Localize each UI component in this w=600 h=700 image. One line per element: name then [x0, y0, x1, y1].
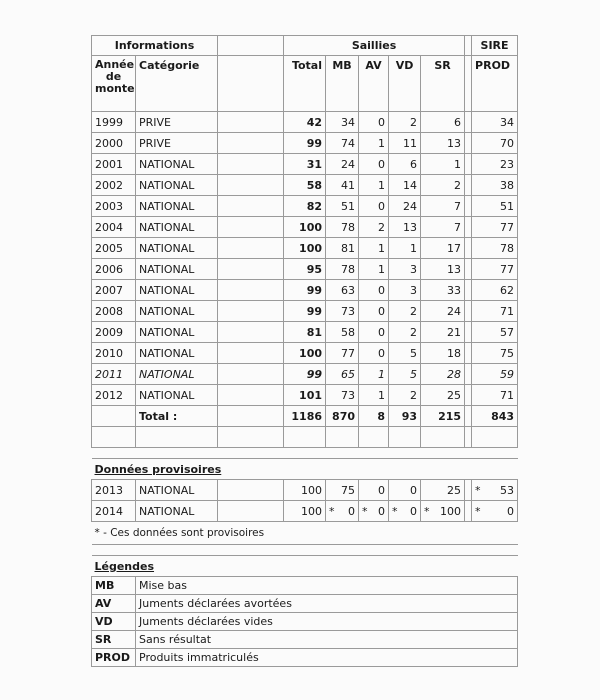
total-cell: 100 — [284, 480, 326, 501]
table-row — [92, 322, 518, 343]
totals-total: 1186 — [284, 406, 326, 427]
spacer-cell — [465, 343, 472, 364]
category-cell: NATIONAL — [136, 238, 218, 259]
av-cell: 0 — [359, 196, 389, 217]
total-header: Total — [284, 56, 326, 112]
prod-cell: 78 — [472, 238, 518, 259]
table-row — [92, 343, 518, 364]
av-cell: 0 — [359, 154, 389, 175]
prod-cell: 77 — [472, 217, 518, 238]
sr-cell: 6 — [421, 112, 465, 133]
spacer-cell — [465, 480, 472, 501]
prod-cell: 71 — [472, 301, 518, 322]
vd-cell: 5 — [389, 343, 421, 364]
category-cell: NATIONAL — [136, 280, 218, 301]
legend-item — [92, 631, 518, 649]
asterisk-mark: * — [475, 483, 481, 497]
year-cell: 2004 — [92, 217, 136, 238]
totals-sr: 215 — [421, 406, 465, 427]
legend-title: Légendes — [92, 556, 518, 577]
mb-cell: 41 — [326, 175, 359, 196]
informations-header: Informations — [92, 36, 218, 56]
spacer-cell — [465, 196, 472, 217]
sr-cell: 33 — [421, 280, 465, 301]
category-cell: NATIONAL — [136, 501, 218, 522]
mb-cell: 77 — [326, 343, 359, 364]
spacer-cell — [465, 112, 472, 133]
vd-cell — [389, 501, 421, 522]
spacer-cell — [465, 501, 472, 522]
total-cell: 99 — [284, 280, 326, 301]
category-cell: NATIONAL — [136, 175, 218, 196]
spacer-cell — [465, 364, 472, 385]
sr-cell: 24 — [421, 301, 465, 322]
spacer-cell — [465, 175, 472, 196]
av-value: 0 — [378, 504, 386, 518]
year-cell: 2006 — [92, 259, 136, 280]
sr-cell — [421, 501, 465, 522]
spacer-cell — [218, 343, 284, 364]
sr-cell: 28 — [421, 364, 465, 385]
totals-row — [92, 406, 518, 427]
legend-code: AV — [92, 595, 136, 613]
year-cell: 2005 — [92, 238, 136, 259]
spacer-cell — [465, 280, 472, 301]
vd-cell: 3 — [389, 259, 421, 280]
category-cell: PRIVE — [136, 133, 218, 154]
spacer-cell — [218, 480, 284, 501]
av-value: 0 — [378, 483, 386, 497]
av-cell: 0 — [359, 322, 389, 343]
spacer-cell — [218, 133, 284, 154]
mb-cell: 65 — [326, 364, 359, 385]
spacer-cell — [218, 301, 284, 322]
year-cell: 2012 — [92, 385, 136, 406]
spacer-cell — [465, 133, 472, 154]
mb-cell: 78 — [326, 259, 359, 280]
prod-cell: 51 — [472, 196, 518, 217]
saillies-header: Saillies — [284, 36, 465, 56]
year-cell: 2002 — [92, 175, 136, 196]
total-cell: 58 — [284, 175, 326, 196]
prod-cell: 62 — [472, 280, 518, 301]
prod-value: 53 — [500, 483, 515, 497]
spacer-cell — [465, 154, 472, 175]
sr-cell: 7 — [421, 217, 465, 238]
spacer-cell — [465, 36, 472, 56]
category-cell: NATIONAL — [136, 343, 218, 364]
total-cell: 82 — [284, 196, 326, 217]
prod-cell: 34 — [472, 112, 518, 133]
spacer-cell — [92, 406, 136, 427]
mb-header: MB — [326, 56, 359, 112]
year-cell: 1999 — [92, 112, 136, 133]
legend-code: MB — [92, 577, 136, 595]
year-cell: 2007 — [92, 280, 136, 301]
vd-header: VD — [389, 56, 421, 112]
legend-label: Mise bas — [136, 577, 518, 595]
gap-row — [92, 448, 518, 459]
sr-value: 25 — [447, 483, 462, 497]
provisional-row — [92, 501, 518, 522]
vd-cell: 13 — [389, 217, 421, 238]
vd-value: 0 — [410, 483, 418, 497]
legend-label: Sans résultat — [136, 631, 518, 649]
year-cell: 2013 — [92, 480, 136, 501]
spacer-cell — [218, 217, 284, 238]
legend-code: VD — [92, 613, 136, 631]
totals-label: Total : — [136, 406, 218, 427]
legend-code: SR — [92, 631, 136, 649]
category-cell: NATIONAL — [136, 385, 218, 406]
prod-cell: 71 — [472, 385, 518, 406]
totals-prod: 843 — [472, 406, 518, 427]
sr-value: 100 — [440, 504, 462, 518]
spacer-cell — [218, 385, 284, 406]
table-row — [92, 154, 518, 175]
table-row — [92, 364, 518, 385]
prod-value: 0 — [507, 504, 515, 518]
legend-label: Juments déclarées avortées — [136, 595, 518, 613]
av-cell: 1 — [359, 133, 389, 154]
spacer-cell — [465, 301, 472, 322]
spacer-cell — [465, 406, 472, 427]
year-cell: 2011 — [92, 364, 136, 385]
column-header-row — [92, 56, 518, 112]
mb-cell: 73 — [326, 301, 359, 322]
vd-cell: 11 — [389, 133, 421, 154]
table-row — [92, 133, 518, 154]
sr-header: SR — [421, 56, 465, 112]
mb-cell: 34 — [326, 112, 359, 133]
spacer-cell — [218, 259, 284, 280]
category-cell: NATIONAL — [136, 259, 218, 280]
total-cell: 99 — [284, 133, 326, 154]
year-cell: 2008 — [92, 301, 136, 322]
spacer-cell — [465, 322, 472, 343]
spacer-cell — [218, 36, 284, 56]
spacer-cell — [218, 501, 284, 522]
sr-cell: 13 — [421, 259, 465, 280]
vd-cell: 3 — [389, 280, 421, 301]
spacer-cell — [218, 196, 284, 217]
table-row — [92, 196, 518, 217]
av-cell: 1 — [359, 364, 389, 385]
table-row — [92, 280, 518, 301]
provisional-title: Données provisoires — [92, 459, 518, 480]
mb-value: 75 — [341, 483, 356, 497]
total-cell: 100 — [284, 501, 326, 522]
prod-cell: 77 — [472, 259, 518, 280]
mb-cell: 63 — [326, 280, 359, 301]
year-cell: 2010 — [92, 343, 136, 364]
vd-cell: 1 — [389, 238, 421, 259]
sr-cell — [421, 480, 465, 501]
table-row — [92, 259, 518, 280]
mb-cell: 51 — [326, 196, 359, 217]
note-row — [92, 522, 518, 545]
category-cell: PRIVE — [136, 112, 218, 133]
annee-header: Année de monte — [92, 56, 136, 112]
vd-cell: 2 — [389, 385, 421, 406]
vd-cell: 5 — [389, 364, 421, 385]
total-cell: 99 — [284, 364, 326, 385]
category-cell: NATIONAL — [136, 196, 218, 217]
vd-cell: 14 — [389, 175, 421, 196]
totals-av: 8 — [359, 406, 389, 427]
gap-row — [92, 545, 518, 556]
mb-cell: 78 — [326, 217, 359, 238]
prod-cell: 75 — [472, 343, 518, 364]
group-header-row — [92, 36, 518, 56]
vd-value: 0 — [410, 504, 418, 518]
spacer-cell — [465, 259, 472, 280]
spacer-cell — [218, 56, 284, 112]
av-cell: 2 — [359, 217, 389, 238]
spacer-cell — [465, 385, 472, 406]
spacer-cell — [218, 154, 284, 175]
mb-value: 0 — [348, 504, 356, 518]
av-cell: 0 — [359, 301, 389, 322]
vd-cell: 2 — [389, 322, 421, 343]
av-cell: 1 — [359, 259, 389, 280]
av-cell: 0 — [359, 343, 389, 364]
sire-header: SIRE — [472, 36, 518, 56]
year-cell: 2000 — [92, 133, 136, 154]
sr-cell: 17 — [421, 238, 465, 259]
spacer-cell — [218, 322, 284, 343]
year-cell: 2001 — [92, 154, 136, 175]
vd-cell: 2 — [389, 301, 421, 322]
asterisk-mark: * — [362, 504, 368, 518]
year-cell: 2014 — [92, 501, 136, 522]
av-cell: 1 — [359, 385, 389, 406]
total-cell: 100 — [284, 343, 326, 364]
provisional-section-row — [92, 459, 518, 480]
provisional-note: * - Ces données sont provisoires — [92, 522, 518, 545]
av-cell: 0 — [359, 112, 389, 133]
sr-cell: 25 — [421, 385, 465, 406]
legend-label: Produits immatriculés — [136, 649, 518, 667]
prod-cell — [472, 501, 518, 522]
total-cell: 100 — [284, 217, 326, 238]
blank-row — [92, 427, 518, 448]
categorie-header: Catégorie — [136, 56, 218, 112]
table-row — [92, 175, 518, 196]
sr-cell: 21 — [421, 322, 465, 343]
legend-section-row — [92, 556, 518, 577]
mb-cell — [326, 501, 359, 522]
total-cell: 42 — [284, 112, 326, 133]
prod-cell — [472, 480, 518, 501]
legend-label: Juments déclarées vides — [136, 613, 518, 631]
spacer-cell — [218, 175, 284, 196]
provisional-row — [92, 480, 518, 501]
total-cell: 95 — [284, 259, 326, 280]
prod-cell: 57 — [472, 322, 518, 343]
sr-cell: 2 — [421, 175, 465, 196]
sr-cell: 7 — [421, 196, 465, 217]
spacer-cell — [218, 280, 284, 301]
spacer-cell — [465, 217, 472, 238]
mb-cell — [326, 480, 359, 501]
spacer-cell — [218, 112, 284, 133]
av-cell: 1 — [359, 175, 389, 196]
legend-code: PROD — [92, 649, 136, 667]
prod-cell: 59 — [472, 364, 518, 385]
sr-cell: 13 — [421, 133, 465, 154]
mb-cell: 74 — [326, 133, 359, 154]
prod-cell: 38 — [472, 175, 518, 196]
category-cell: NATIONAL — [136, 154, 218, 175]
statistics-sheet — [91, 35, 517, 667]
table-row — [92, 238, 518, 259]
vd-cell: 2 — [389, 112, 421, 133]
vd-cell — [389, 480, 421, 501]
total-cell: 100 — [284, 238, 326, 259]
category-cell: NATIONAL — [136, 364, 218, 385]
prod-cell: 70 — [472, 133, 518, 154]
total-cell: 81 — [284, 322, 326, 343]
prod-header: PROD — [472, 56, 518, 112]
vd-cell: 6 — [389, 154, 421, 175]
spacer-cell — [218, 364, 284, 385]
totals-vd: 93 — [389, 406, 421, 427]
av-cell — [359, 480, 389, 501]
total-cell: 99 — [284, 301, 326, 322]
av-header: AV — [359, 56, 389, 112]
vd-cell: 24 — [389, 196, 421, 217]
legend-item — [92, 577, 518, 595]
asterisk-mark: * — [329, 504, 335, 518]
av-cell: 1 — [359, 238, 389, 259]
sr-cell: 1 — [421, 154, 465, 175]
total-cell: 31 — [284, 154, 326, 175]
table-row — [92, 385, 518, 406]
asterisk-mark: * — [392, 504, 398, 518]
table-row — [92, 301, 518, 322]
spacer-cell — [465, 56, 472, 112]
legend-item — [92, 595, 518, 613]
category-cell: NATIONAL — [136, 301, 218, 322]
sr-cell: 18 — [421, 343, 465, 364]
asterisk-mark: * — [424, 504, 430, 518]
table-row — [92, 112, 518, 133]
spacer-cell — [465, 238, 472, 259]
av-cell — [359, 501, 389, 522]
legend-item — [92, 649, 518, 667]
legend-item — [92, 613, 518, 631]
year-cell: 2003 — [92, 196, 136, 217]
category-cell: NATIONAL — [136, 217, 218, 238]
spacer-cell — [218, 406, 284, 427]
mb-cell: 73 — [326, 385, 359, 406]
av-cell: 0 — [359, 280, 389, 301]
mb-cell: 58 — [326, 322, 359, 343]
asterisk-mark: * — [475, 504, 481, 518]
saillies-table — [91, 35, 518, 667]
total-cell: 101 — [284, 385, 326, 406]
mb-cell: 81 — [326, 238, 359, 259]
totals-mb: 870 — [326, 406, 359, 427]
table-row — [92, 217, 518, 238]
category-cell: NATIONAL — [136, 480, 218, 501]
spacer-cell — [218, 238, 284, 259]
prod-cell: 23 — [472, 154, 518, 175]
year-cell: 2009 — [92, 322, 136, 343]
mb-cell: 24 — [326, 154, 359, 175]
category-cell: NATIONAL — [136, 322, 218, 343]
